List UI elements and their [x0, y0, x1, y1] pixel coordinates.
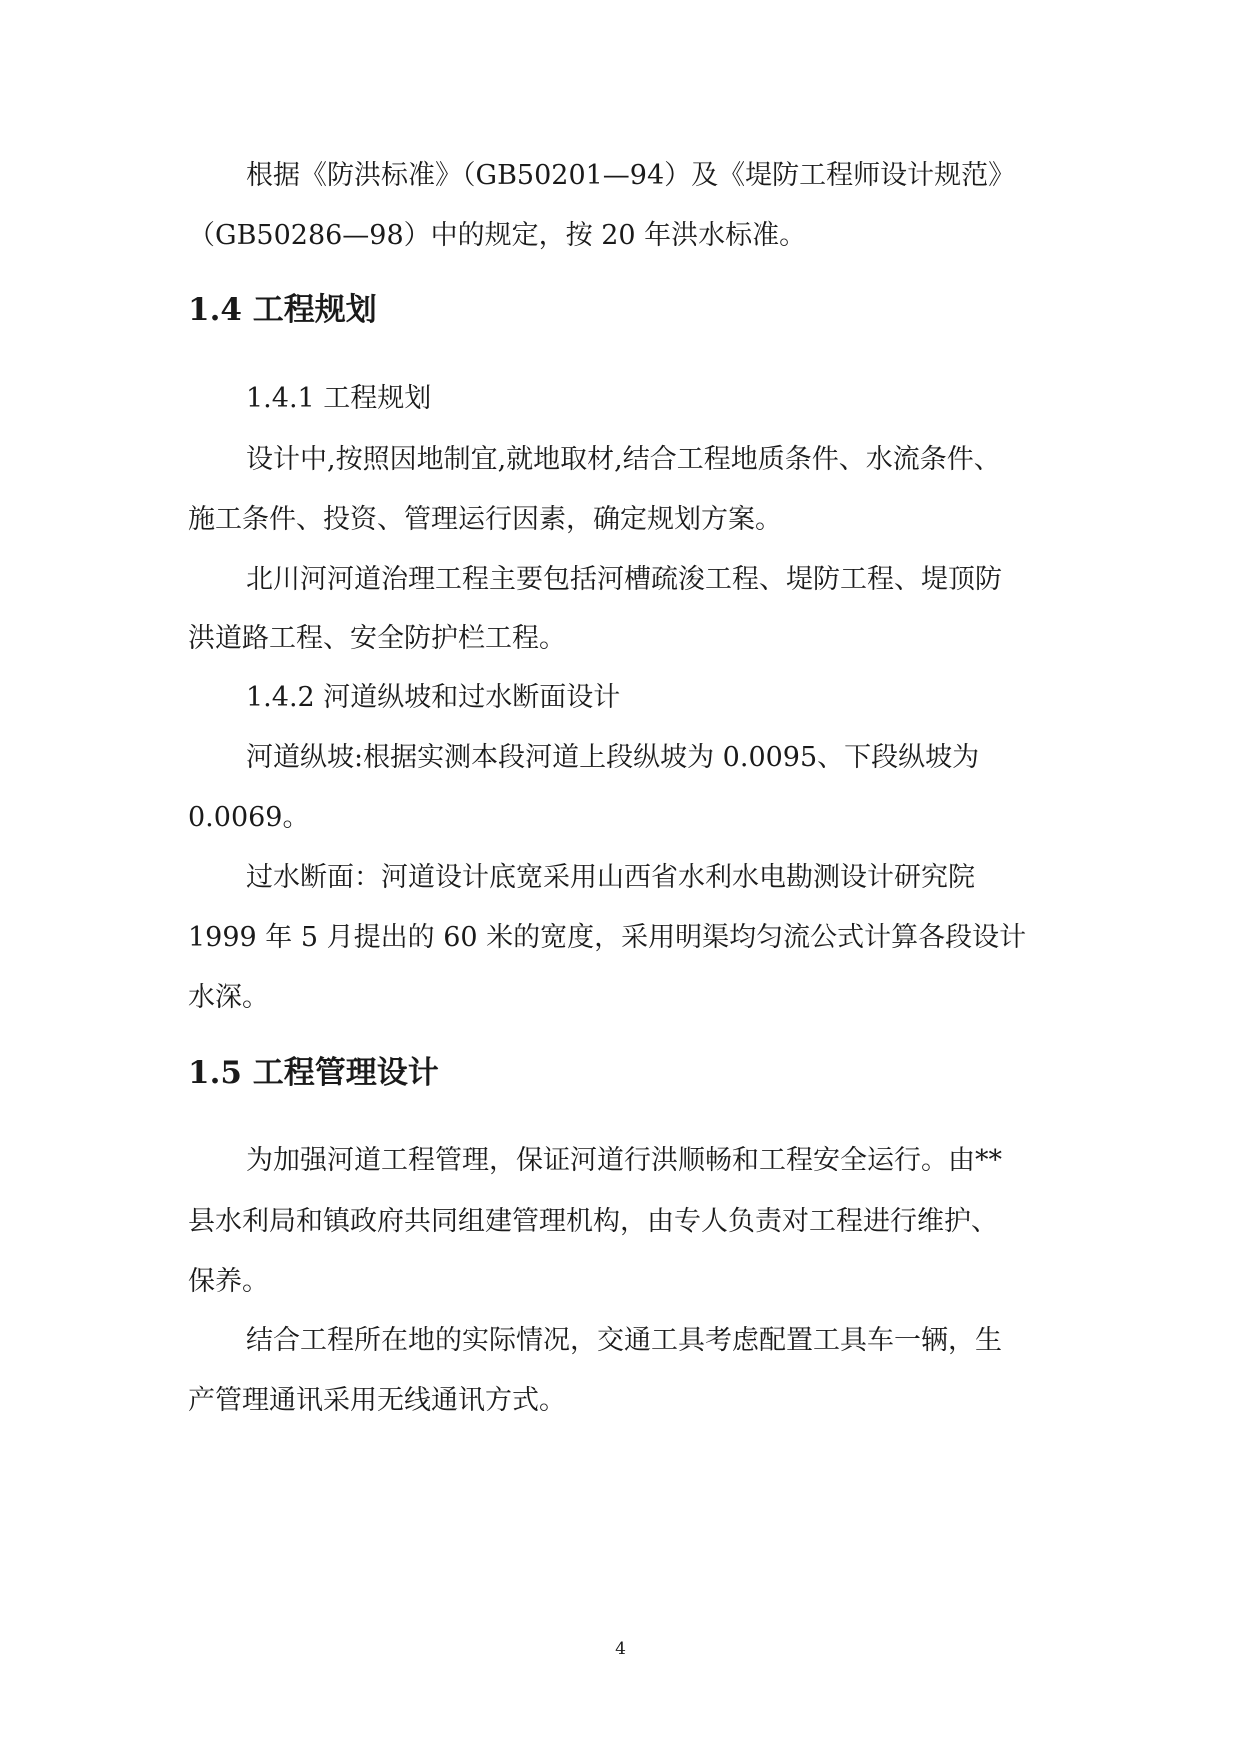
paragraph-line: 洪道路工程、安全防护栏工程。 [188, 623, 566, 654]
page-number: 4 [615, 1639, 626, 1659]
section-heading-1-4: 1.4 工程规划 [188, 292, 377, 328]
paragraph-line: 为加强河道工程管理，保证河道行洪顺畅和工程安全运行。由** [246, 1145, 1002, 1176]
section-heading-1-5: 1.5 工程管理设计 [188, 1055, 439, 1091]
paragraph-line: 设计中,按照因地制宜,就地取材,结合工程地质条件、水流条件、 [246, 444, 1001, 475]
subsection-heading-1-4-2: 1.4.2 河道纵坡和过水断面设计 [246, 682, 621, 713]
paragraph-line: 1999 年 5 月提出的 60 米的宽度，采用明渠均匀流公式计算各段设计 [188, 922, 1027, 953]
paragraph-line: 施工条件、投资、管理运行因素，确定规划方案。 [188, 504, 782, 535]
paragraph-line: （GB50286—98）中的规定，按 20 年洪水标准。 [188, 220, 807, 251]
paragraph-line: 水深。 [188, 982, 269, 1013]
paragraph-line: 产管理通讯采用无线通讯方式。 [188, 1385, 566, 1416]
paragraph-line: 结合工程所在地的实际情况，交通工具考虑配置工具车一辆，生 [246, 1325, 1002, 1356]
paragraph-line: 根据《防洪标准》（GB50201—94）及《堤防工程师设计规范》 [246, 160, 1016, 191]
paragraph-line: 过水断面：河道设计底宽采用山西省水利水电勘测设计研究院 [246, 862, 975, 893]
paragraph-line: 0.0069。 [188, 802, 310, 833]
paragraph-line: 北川河河道治理工程主要包括河槽疏浚工程、堤防工程、堤顶防 [246, 564, 1002, 595]
paragraph-line: 保养。 [188, 1266, 269, 1297]
paragraph-line: 县水利局和镇政府共同组建管理机构，由专人负责对工程进行维护、 [188, 1206, 998, 1237]
paragraph-line: 河道纵坡:根据实测本段河道上段纵坡为 0.0095、下段纵坡为 [246, 742, 980, 773]
subsection-heading-1-4-1: 1.4.1 工程规划 [246, 383, 432, 414]
